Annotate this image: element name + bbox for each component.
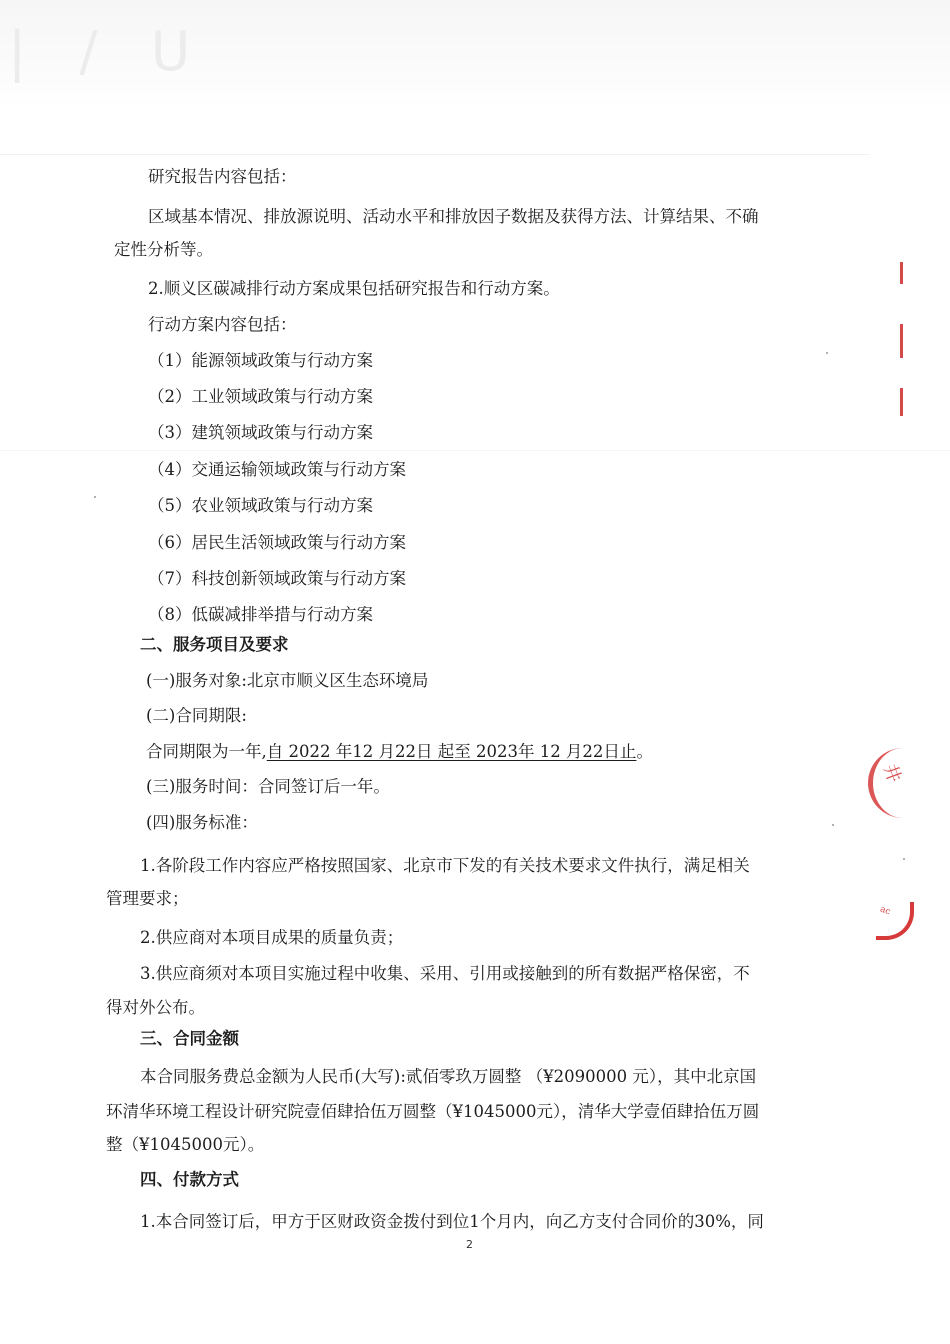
list-item: （8）低碳减排举措与行动方案	[148, 605, 373, 624]
text-line: (一)服务对象:北京市顺义区生态环境局	[146, 671, 429, 690]
seal-fragment: ac	[878, 904, 892, 918]
text-line: 行动方案内容包括：	[148, 315, 297, 334]
text-line: 得对外公布。	[106, 998, 205, 1017]
text-line: 3.供应商须对本项目实施过程中收集、采用、引用或接触到的所有数据严格保密，不	[140, 964, 750, 983]
contract-period-dates: 自 2022 年12 月22日 起至 2023年 12 月22日止	[266, 742, 637, 761]
list-item: （2）工业领域政策与行动方案	[148, 387, 373, 406]
list-item: （5）农业领域政策与行动方案	[148, 496, 373, 515]
text-line: 环清华环境工程设计研究院壹佰肆拾伍万圆整（¥1045000元），清华大学壹佰肆拾伍万圆	[106, 1102, 760, 1121]
list-item: （3）建筑领域政策与行动方案	[148, 423, 373, 442]
text-line: 整（¥1045000元）。	[106, 1135, 265, 1154]
page-number: 2	[466, 1238, 473, 1251]
section-heading: 三、合同金额	[140, 1029, 239, 1048]
scan-speck	[832, 824, 834, 826]
text-line: 1.本合同签订后，甲方于区财政资金拨付到位1个月内，向乙方支付合同价的30%，同	[140, 1212, 764, 1231]
text-line: 管理要求；	[106, 889, 189, 908]
text-line: 2.顺义区碳减排行动方案成果包括研究报告和行动方案。	[148, 279, 560, 298]
text-line: 1.各阶段工作内容应严格按照国家、北京市下发的有关技术要求文件执行，满足相关	[140, 856, 750, 875]
list-item: （7）科技创新领域政策与行动方案	[148, 569, 406, 588]
contract-period-label: 合同期限为一年,	[146, 742, 267, 761]
text-line: (二)合同期限:	[146, 706, 247, 725]
scan-speck	[903, 858, 905, 860]
scan-bleed-through: | / U	[8, 20, 209, 83]
contract-period-end: 。	[636, 742, 653, 761]
list-item: （1）能源领域政策与行动方案	[148, 351, 373, 370]
text-line: 区域基本情况、排放源说明、活动水平和排放因子数据及获得方法、计算结果、不确	[148, 207, 759, 226]
text-line: 研究报告内容包括：	[148, 167, 297, 186]
section-heading: 二、服务项目及要求	[140, 635, 289, 654]
text-line: 2.供应商对本项目成果的质量负责；	[140, 928, 404, 947]
scan-artifact-rule	[0, 450, 950, 451]
list-item: （6）居民生活领域政策与行动方案	[148, 533, 406, 552]
text-line: (三)服务时间：合同签订后一年。	[146, 777, 390, 796]
scan-speck	[826, 352, 828, 354]
seal-edge-mark	[868, 748, 917, 818]
seal-edge-mark	[896, 262, 910, 442]
scan-artifact-rule	[0, 154, 870, 155]
text-line: 本合同服务费总金额为人民币(大写):贰佰零玖万圆整 （¥2090000 元），其中北京国	[140, 1067, 757, 1086]
scan-speck	[94, 496, 96, 498]
list-item: （4）交通运输领域政策与行动方案	[148, 460, 406, 479]
contract-period-line	[146, 741, 653, 763]
text-line: (四)服务标准：	[146, 813, 258, 832]
text-line: 定性分析等。	[114, 240, 213, 259]
section-heading: 四、付款方式	[140, 1170, 239, 1189]
seal-fragment: 井	[878, 761, 905, 786]
